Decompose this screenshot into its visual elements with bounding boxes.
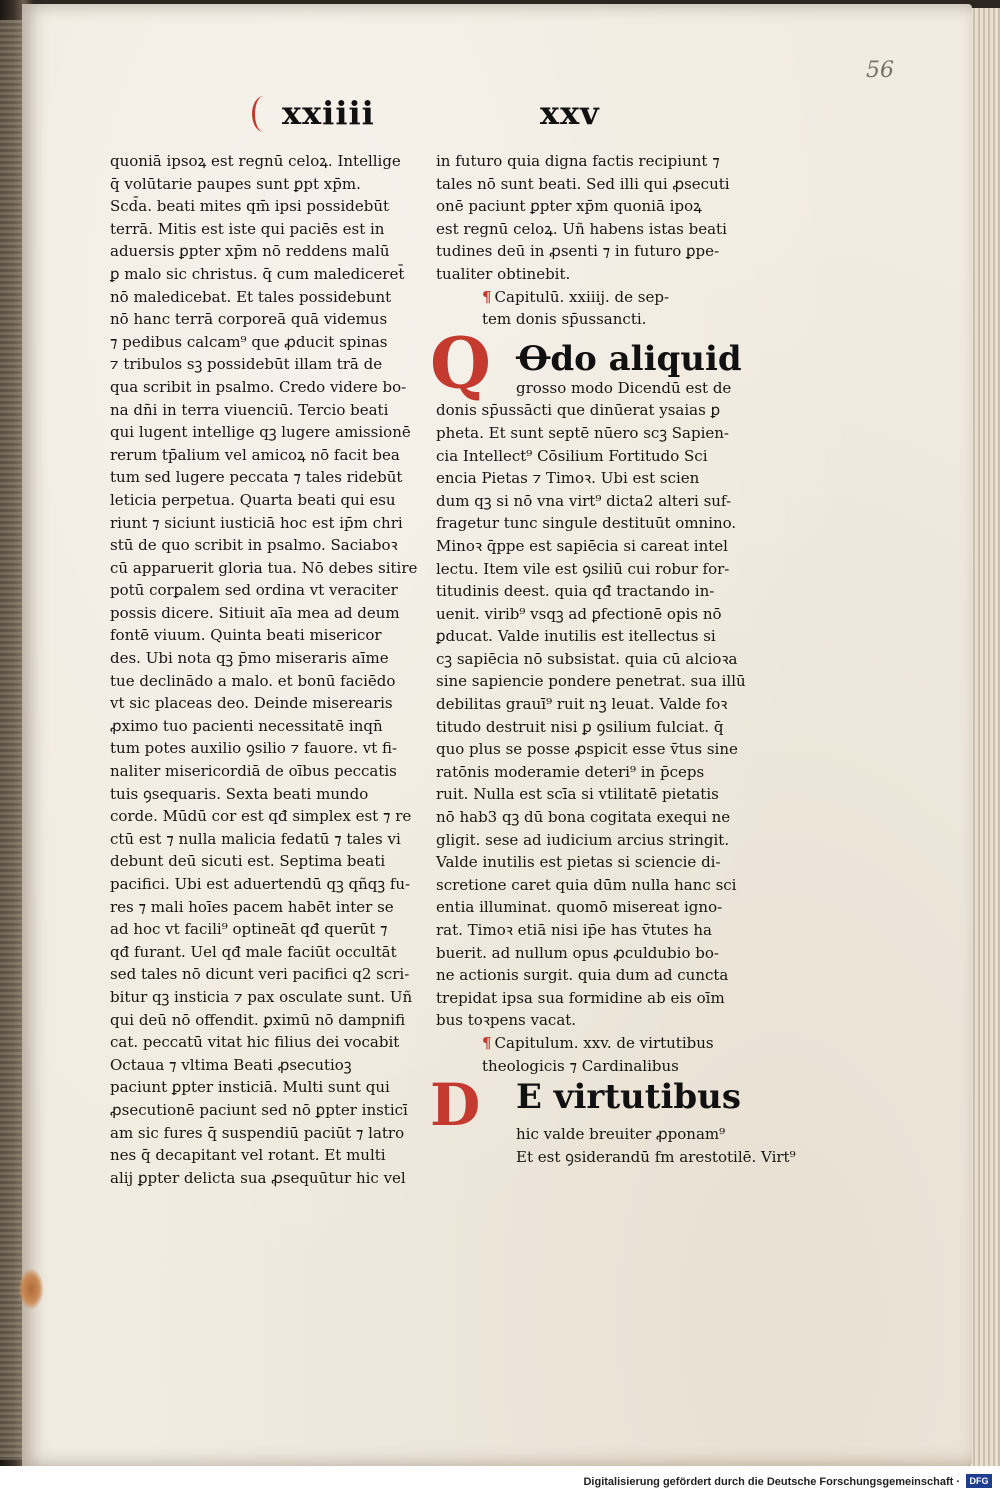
text-line: ꝑducat. Valde inutilis est itellectus si [436,627,716,646]
text-line: nō hanc terrā corporeā quā videmus [110,310,388,329]
chapter-24-opening [430,321,758,405]
text-line: debilitas grauī⁹ ruit nꝫ leuat. Valde foꝛ [436,695,728,714]
text-line: tum potes auxilio ꝯsilio ⁊ fauore. vt fi- [110,739,398,758]
text-line: cat. peccatū vitat hic filius dei vocabit [110,1033,400,1052]
chapter-25-incipit: E virtutibus [516,1077,742,1118]
text-line: Scd̄a. beati mites qm̄ ipsi possidebūt [110,197,390,216]
text-line: fontē viuum. Quinta beati misericor [110,626,382,645]
text-line: qđ furant. Uel qđ male faciūt occultāt [110,942,397,961]
text-line: ꝑ malo sic christus. q̄ cum malediceret̄ [110,264,405,283]
text-line: paciunt ꝑpter insticiā. Multi sunt qui [110,1078,390,1097]
text-line: lectu. Item vile est ꝯsiliū cui robur for- [436,559,730,578]
text-line: titudinis deest. quia qđ tractando in- [436,582,715,601]
text-line: fragetur tunc singule destituūt omnino. [436,514,737,533]
text-line: alij ꝑpter delicta sua ꝓsequūtur hic vel [110,1168,406,1187]
rubric-mark-icon [252,96,275,132]
text-line: quoniā ipsoꝝ est regnū celoꝝ. Intellige [110,152,401,170]
text-line: Et est ꝯsiderandū fm arestotilē. Virt⁹ [516,1147,796,1166]
text-line: Octaua ⁊ vltima Beati ꝓsecutioꝫ [110,1055,352,1074]
running-head-right: xxv [540,94,600,132]
text-line: am sic fures q̄ suspendiū paciūt ⁊ latro [110,1123,405,1142]
text-line: ctū est ⁊ nulla malicia fedatū ⁊ tales vi [110,829,401,848]
text-line: sine sapiencie pondere penetrat. sua illū [436,672,746,691]
text-line: Minoꝛ q̄ppe est sapiēcia si careat intel [436,536,728,555]
text-line: tue declinādo a malo. et bonū faciēdo [110,671,396,690]
text-line: quo plus se posse ꝓspicit esse v̄tus sine [436,740,738,759]
chapter-25-initial: D [430,1071,481,1140]
text-line: rat. Timoꝛ etiā nisi ip̄e has v̄tutes ha [436,921,712,939]
pilcrow-icon: ¶ [482,287,492,306]
text-line: ne actionis surgit. quia dum ad cuncta [436,966,729,985]
text-line: tales nō sunt beati. Sed illi qui ꝓsecuti [436,174,730,193]
text-line: grosso modo Dicendū est de [516,378,732,397]
text-line: nes q̄ decapitant vel rotant. Et multi [110,1146,386,1165]
chapter-24-heading-line-1: ¶ Capitulū. xxiiij. de sep- [482,287,670,306]
text-line: donis sp̄ussācti que dinūerat ysaias ꝑ [436,401,721,420]
text-line: na dn̄i in terra viuenciū. Tercio beati [110,400,389,419]
text-line: hic valde breuiter ꝓponam⁹ [516,1125,726,1144]
text-line: entia illuminat. quomō misereat igno- [436,898,723,917]
text-line: Valde inutilis est pietas si sciencie di- [436,853,721,872]
text-line: ruit. Nulla est scīa si vtilitatē pietatis [436,785,719,804]
text-line: bitur qꝫ insticia ⁊ pax osculate sunt. Uñ [110,987,413,1006]
text-line: ꝓsecutionē paciunt sed nō ꝑpter insticī [110,1100,408,1119]
text-line: nō maledicebat. Et tales possidebunt [110,287,392,306]
text-line: cꝫ sapiēcia nō subsistat. quia cū alcioꝛa [436,649,738,668]
text-line: qua scribit in psalmo. Credo videre bo- [110,377,407,396]
text-line: ad hoc vt facili⁹ optineāt qđ querūt ⁊ [110,920,388,939]
text-line: titudo destruit nisi ꝑ ꝯsilium fulciat. q̄ [436,717,724,736]
text-line: tualiter obtinebit. [436,264,571,283]
text-line: des. Ubi nota qꝫ p̄mo miseraris aīme [110,649,389,668]
text-line: leticia perpetua. Quarta beati qui esu [110,490,396,509]
text-line: vt sic placeas deo. Deinde miserearis [110,694,393,713]
chapter-24-incipit: Ꝋdo aliquid [516,338,742,379]
text-line: riunt ⁊ siciunt iusticiā hoc est ip̄m chri [110,513,403,532]
text-line: encia Pietas ⁊ Timoꝛ. Ubi est scien [436,469,700,488]
right-text-column [430,150,796,1168]
text-line: terrā. Mitis est iste qui paciēs est in [110,219,385,238]
text-line: sed tales nō dicunt veri pacifici q2 scri- [110,965,410,984]
text-line: tuis ꝯsequaris. Sexta beati mundo [110,784,369,803]
dfg-logo: DFG [966,1474,992,1488]
text-line: cia Intellect⁹ Cōsilium Fortitudo Sci [436,446,708,465]
chapter-25-heading-line-1: ¶ Capitulum. xxv. de virtutibus [482,1033,714,1052]
text-line: aduersis ꝑpter xp̄m nō reddens malū [110,242,390,261]
text-line: debunt deū sicuti est. Septima beati [110,852,386,871]
text-line: ꝓximo tuo pacienti necessitatē inqn̄ [110,716,383,735]
chapter-24-initial: Q [430,321,491,405]
text-line: stū de quo scribit in psalmo. Saciaboꝛ [110,536,398,555]
text-line: ratōnis moderamie deteri⁹ in p̄ceps [436,762,705,781]
text-line: gligit. sese ad iudicium arcius stringit. [436,830,730,849]
text-line: uenit. virib⁹ vsqꝫ ad ꝑfectionē opis nō [436,604,722,623]
text-line: possis dicere. Sitiuit aīa mea ad deum [110,603,400,622]
folio-number: 56 [866,58,894,83]
text-line: buerit. ad nullum opus ꝓculdubio bo- [436,943,719,962]
text-line: potū corꝑalem sed ordina vt veraciter [110,581,398,600]
chapter-25-heading-line-2: theologicis ⁊ Cardinalibus [482,1056,679,1075]
ink-stain [18,1268,44,1310]
text-line: res ⁊ mali hoīes pacem habēt inter se [110,897,394,916]
text-line: pacifici. Ubi est aduertendū qꝫ qñqꝫ fu- [110,875,411,893]
left-text-column [110,150,432,1189]
text-line: scretione caret quia dūm nulla hanc sci [436,875,737,894]
text-line: qui lugent intellige qꝫ lugere amissionē [110,423,411,442]
text-line: onē paciunt ꝑpter xp̄m quoniā ipoꝝ [436,197,702,216]
text-line: trepidat ipsa sua formidine ab eis oīm [436,988,725,1007]
text-line: q̄ volūtarie paupes sunt ꝑpt xp̄m. [110,174,361,193]
pilcrow-icon: ¶ [482,1033,492,1052]
text-line: pheta. Et sunt septē nūero scꝫ Sapien- [436,423,729,442]
running-head-left: xxiiii [282,94,375,132]
text-line: tum sed lugere peccata ⁊ tales ridebūt [110,468,403,487]
text-line: tudines deū in ꝓsenti ⁊ in futuro ꝑpe- [436,242,720,261]
text-line: in futuro quia digna factis recipiunt ⁊ [436,152,720,170]
text-line: corde. Mūdū cor est qđ simplex est ⁊ re [110,807,412,826]
text-line: rerum tp̄alium vel amicoꝝ nō facit bea [110,445,400,464]
text-line: dum qꝫ si nō vna virt⁹ dicta2 alteri suf- [436,491,732,510]
text-line: cū apparuerit gloria tua. Nō debes sitire [110,558,418,577]
text-line: qui deū nō offendit. ꝑximū nō dampnifi [110,1010,406,1029]
text-line: naliter misericordiā de oībus peccatis [110,762,397,781]
chapter-24-heading-line-2: tem donis sp̄ussancti. [482,310,647,329]
page-stack-edges [970,8,1000,1466]
text-line: bus toꝛpens vacat. [436,1011,577,1030]
text-line: ⁊ tribulos sꝫ possidebūt illam trā de [110,355,383,374]
text-line: est regnū celoꝝ. Uñ habens istas beati [436,219,727,238]
text-line: ⁊ pedibus calcam⁹ que ꝓducit spinas [110,332,388,351]
digitization-credit: Digitalisierung gefördert durch die Deutsche Forschungsgemeinschaft · [583,1476,960,1488]
text-line: nō hab3 qꝫ dū bona cogitata exequi ne [436,808,731,827]
